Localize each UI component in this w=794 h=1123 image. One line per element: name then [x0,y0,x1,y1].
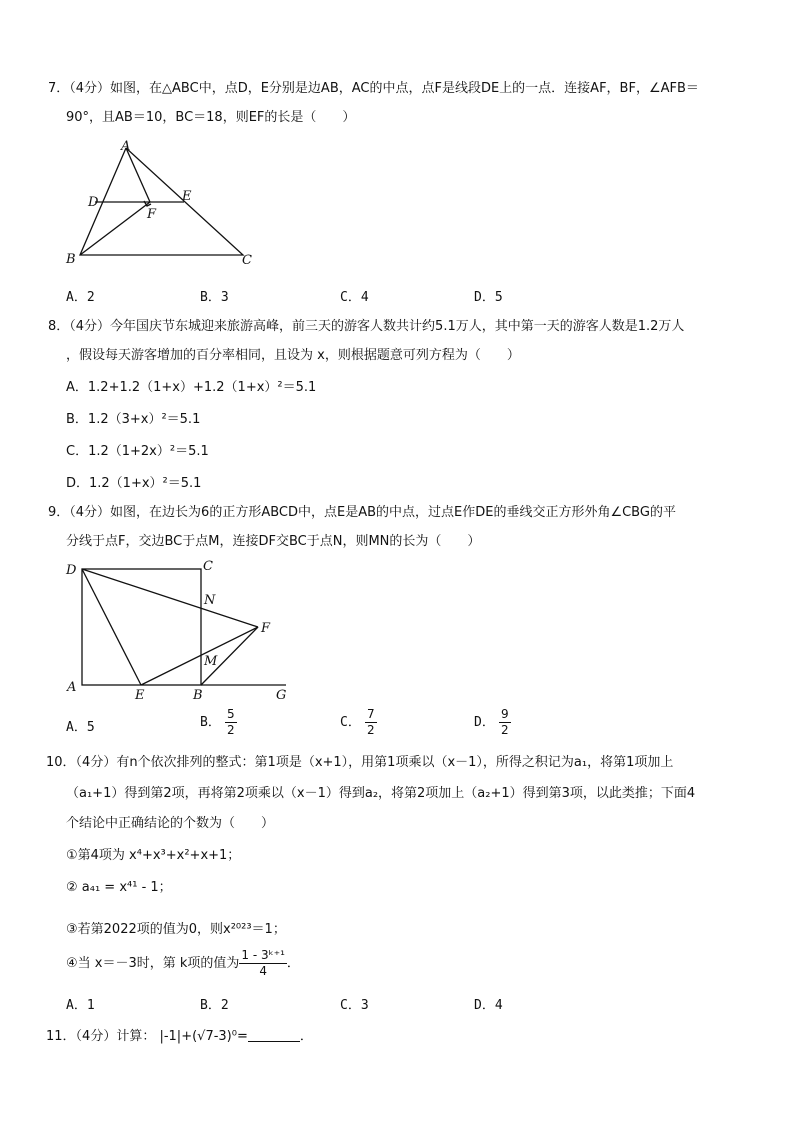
q10-statement-4-den: 4 [259,964,267,978]
q9-label-a: A [67,680,77,695]
q7-line1: 7．（4分）如图，在△ABC中，点D，E分别是边AB，AC的中点，点F是线段DE上的一点．连接AF，BF，∠AFB＝ [48,81,699,96]
q9-label-b: B [193,688,203,703]
q9-option-b-den: 2 [226,723,235,737]
q9-square-figure [58,560,303,705]
q7-triangle-figure [58,138,258,268]
q9-option-d-fraction [499,707,511,738]
q9-label-c: C [203,560,213,574]
q10-line1: 10．（4分）有n个依次排列的整式：第1项是（x+1），用第1项乘以（x－1），所得之积记为a₁，将第1项加上 [46,755,674,770]
q7-option-d: D．5 [474,290,503,305]
q7-label-b: B [66,252,76,267]
q9-line1: 9．（4分）如图，在边长为6的正方形ABCD中，点E是AB的中点，过点E作DE的垂线交正方形外角∠CBG的平 [48,505,676,520]
q7-label-c: C [242,253,252,268]
q9-option-c-prefix: C． [340,715,361,730]
q7-option-c: C．4 [340,290,369,305]
q9-option-b-prefix: B． [200,715,221,730]
q10-statement-4 [66,948,300,979]
q8-option-b: B．1.2（3+x）²＝5.1 [66,412,201,427]
q9-line2: 分线于点F，交边BC于点M，连接DF交BC于点N，则MN的长为（ ） [66,534,481,549]
q9-label-e: E [135,688,145,703]
q10-statement-4-fraction [239,948,286,979]
q9-option-d-prefix: D． [474,715,495,730]
q7-label-e: E [182,189,192,204]
q9-label-n: N [204,593,216,608]
q10-statement-2: ② a₄₁ = x⁴¹ - 1； [66,880,172,895]
q9-option-c-fraction [365,707,377,738]
q10-statement-4-suffix: ． [286,956,300,971]
q9-label-m: M [204,654,218,669]
q10-statement-3: ③若第2022项的值为0，则x²⁰²³＝1； [66,922,286,937]
q10-statement-4-prefix: ④当 x＝－3时，第 k项的值为 [66,956,240,971]
q9-option-a: A．5 [66,720,95,735]
q9-option-b [200,707,237,738]
q10-option-a: A．1 [66,998,95,1013]
q11-line [46,1026,313,1048]
q8-line2: ，假设每天游客增加的百分率相同，且设为 x，则根据题意可列方程为（ ） [66,348,520,363]
q9-label-g: G [276,688,287,703]
q10-statement-1: ①第4项为 x⁴+x³+x²+x+1； [66,848,241,863]
q10-line2: （a₁+1）得到第2项，再将第2项乘以（x－1）得到a₂，将第2项加上（a₂+1）得到第3项，以此类推；下面4 [66,786,696,801]
q9-option-c-den: 2 [366,723,375,737]
q8-option-c: C．1.2（1+2x）²＝5.1 [66,444,209,459]
q9-option-b-num: 5 [226,707,235,721]
q7-label-d: D [88,195,99,210]
q9-option-d-num: 9 [500,707,509,721]
q10-option-b: B．2 [200,998,229,1013]
q7-option-b: B．3 [200,290,229,305]
q8-line1: 8．（4分）今年国庆节东城迎来旅游高峰，前三天的游客人数共计约5.1万人，其中第一天的游客人数是1.2万人 [48,319,685,334]
q8-option-d: D．1.2（1+x）²＝5.1 [66,476,202,491]
q9-option-d [474,707,511,738]
q8-option-a: A．1.2+1.2（1+x）+1.2（1+x）²＝5.1 [66,380,317,395]
q11-suffix: ． [299,1029,313,1044]
q11-expression: |-1|+(√7-3)⁰= [159,1029,248,1044]
q7-option-a: A．2 [66,290,95,305]
q10-option-d: D．4 [474,998,503,1013]
q9-label-f: F [261,621,271,636]
q7-label-f: F [147,207,157,222]
q9-option-c [340,707,377,738]
q9-label-d: D [66,563,77,578]
q10-line3: 个结论中正确结论的个数为（ ） [66,816,275,831]
q9-option-b-fraction [225,707,237,738]
q7-label-a: A [121,139,131,154]
q9-option-c-num: 7 [366,707,375,721]
q10-statement-4-num: 1 - 3ᵏ⁺¹ [241,948,285,962]
q9-option-d-den: 2 [500,723,509,737]
q7-line2: 90°，且AB＝10，BC＝18，则EF的长是（ ） [66,110,356,125]
q11-answer-blank [248,1027,300,1042]
q11-prefix: 11．（4分）计算： [46,1029,156,1044]
q10-option-c: C．3 [340,998,369,1013]
